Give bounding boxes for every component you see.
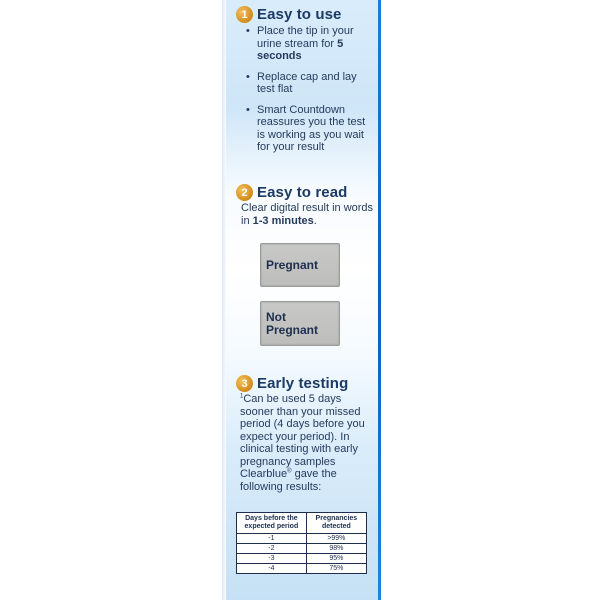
description-text-end: gave the following results:: [240, 468, 337, 493]
display-text-line2: Pregnant: [266, 322, 319, 337]
step-easy-to-read: [236, 184, 376, 227]
instruction-item: [236, 71, 376, 96]
cell-detected: 95%: [306, 554, 366, 564]
cell-days: -4: [237, 564, 307, 574]
instruction-text: Smart Countdown reassures you the test is working as you wait for your result: [257, 103, 366, 153]
table-row: [237, 564, 367, 574]
table-row: [237, 534, 367, 544]
step-easy-to-use: [236, 6, 376, 162]
step-header: [236, 6, 376, 23]
bullet-icon: •: [246, 25, 250, 37]
step-header: [236, 184, 376, 201]
display-text-line1: Not: [266, 309, 286, 324]
bullet-icon: •: [246, 70, 250, 83]
step-header: [236, 375, 376, 392]
description-end: .: [313, 214, 317, 227]
instruction-item: [236, 104, 376, 154]
box-side-panel: [226, 0, 378, 600]
box-right-edge: [378, 0, 381, 600]
table-row: [237, 554, 367, 564]
step-description: [236, 393, 376, 493]
step-title: Easy to use: [257, 6, 342, 23]
instruction-emphasis: 5 seconds: [257, 37, 344, 62]
footnote-mark: 1: [240, 393, 244, 400]
registered-mark: ®: [287, 468, 292, 475]
description-text: Can be used 5 days sooner than your missed period (4 days before you expect your period). In clinical testing with early pregnancy samples Clearblue: [240, 393, 365, 480]
result-display-not-pregnant: [260, 301, 340, 346]
instruction-text: Replace cap and lay test flat: [257, 70, 357, 95]
description-text: Clear digital result in words in: [241, 202, 374, 227]
step-description: [236, 202, 376, 227]
instructions-list: [236, 25, 376, 154]
table-row: [237, 544, 367, 554]
cell-detected: >99%: [306, 534, 366, 544]
table-header-row: [237, 513, 367, 534]
cell-days: -3: [237, 554, 307, 564]
results-table: [236, 512, 367, 574]
cell-detected: 98%: [306, 544, 366, 554]
cell-detected: 75%: [306, 564, 366, 574]
column-header-detected: Pregnancies detected: [306, 513, 366, 534]
step-early-testing: [236, 375, 376, 493]
step-number-badge: 3: [236, 375, 253, 392]
description-emphasis: 1-3 minutes: [252, 214, 314, 227]
step-title: Easy to read: [257, 184, 348, 201]
instruction-item: [236, 25, 376, 63]
instruction-text: Place the tip in your urine stream for: [257, 25, 354, 50]
result-display-pregnant: [260, 243, 340, 287]
step-number-badge: 1: [236, 6, 253, 23]
cell-days: -1: [237, 534, 307, 544]
step-title: Early testing: [257, 375, 349, 392]
step-number-badge: 2: [236, 184, 253, 201]
display-text: Pregnant: [266, 257, 319, 272]
bullet-icon: •: [246, 103, 250, 116]
column-header-days: Days before the expected period: [237, 513, 307, 534]
cell-days: -2: [237, 544, 307, 554]
